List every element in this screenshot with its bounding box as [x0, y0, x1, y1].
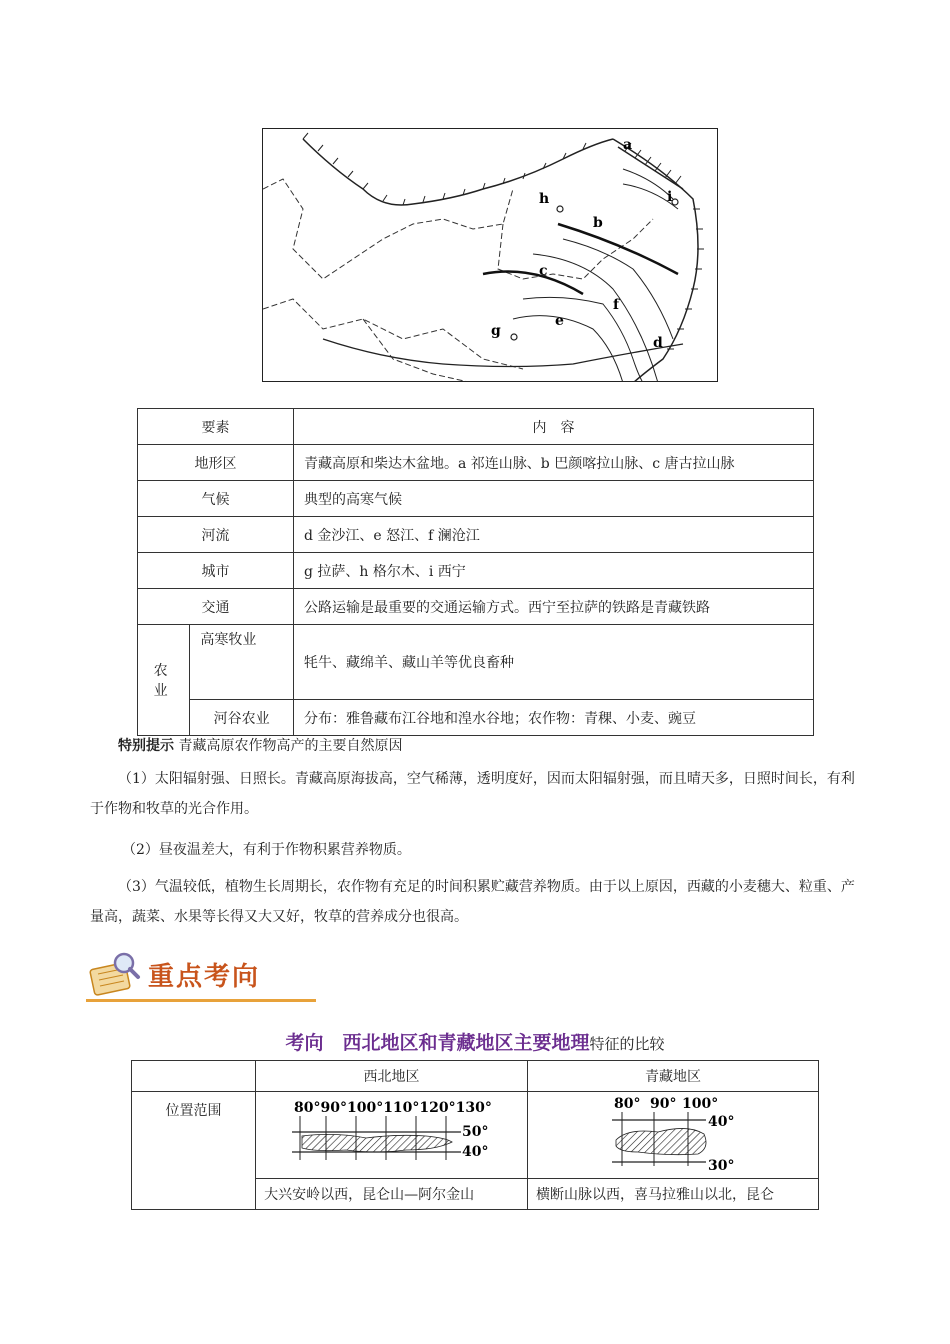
map-label-e: e — [555, 313, 564, 329]
table-cell-value: 牦牛、藏绵羊、藏山羊等优良畜种 — [294, 625, 814, 700]
table-row — [138, 553, 814, 589]
table-cell-key: 地形区 — [138, 445, 294, 481]
qz-lat-30: 30° — [708, 1158, 735, 1174]
section-heading — [0, 1028, 950, 1055]
map-label-b: b — [593, 215, 603, 231]
section-heading-bold: 考向 西北地区和青藏地区主要地理 — [285, 1032, 590, 1054]
tibet-map — [262, 128, 718, 382]
map-label-i: i — [667, 189, 673, 205]
comparison-table — [131, 1060, 819, 1210]
map-label-g: g — [491, 323, 501, 339]
qz-grid-map — [528, 1092, 818, 1174]
tip-heading — [118, 732, 892, 760]
map-label-f: f — [613, 297, 620, 313]
table-cell-value: 典型的高寒气候 — [294, 481, 814, 517]
agriculture-label: 农业 — [138, 625, 190, 736]
table-header-cell — [132, 1061, 256, 1092]
table-cell-value: g 拉萨、h 格尔木、i 西宁 — [294, 553, 814, 589]
table-header-cell: 西北地区 — [256, 1061, 528, 1092]
map-label-d: d — [653, 335, 663, 351]
table-cell-key: 河谷农业 — [190, 700, 294, 736]
table-row — [138, 445, 814, 481]
nw-lat-40: 40° — [462, 1144, 489, 1160]
section-heading-rest: 特征的比较 — [589, 1035, 665, 1053]
nw-grid-map — [256, 1092, 518, 1174]
table-row — [138, 481, 814, 517]
table-cell-value: 青藏高原和柴达木盆地。a 祁连山脉、b 巴颜喀拉山脉、c 唐古拉山脉 — [294, 445, 814, 481]
table-cell-key: 交通 — [138, 589, 294, 625]
qz-lon-80: 80° — [614, 1096, 641, 1112]
table-cell-key: 城市 — [138, 553, 294, 589]
table-row — [138, 700, 814, 736]
table-cell-key: 高寒牧业 — [190, 625, 294, 700]
table-cell-value: 分布：雅鲁藏布江谷地和湟水谷地；农作物：青稞、小麦、豌豆 — [294, 700, 814, 736]
table-header-cell: 青藏地区 — [528, 1061, 819, 1092]
table-header-row — [138, 409, 814, 445]
notebook-magnifier-icon — [88, 950, 144, 998]
qz-location-text: 横断山脉以西，喜马拉雅山以北，昆仑 — [528, 1179, 819, 1210]
table-row — [138, 589, 814, 625]
table-cell-value: 公路运输是最重要的交通运输方式。西宁至拉萨的铁路是青藏铁路 — [294, 589, 814, 625]
table-header-cell: 要素 — [138, 409, 294, 445]
nw-lat-50: 50° — [462, 1124, 489, 1140]
table-row — [138, 625, 814, 700]
tip-label: 特别提示 — [118, 738, 174, 754]
table-row — [138, 517, 814, 553]
map-label-a: a — [623, 137, 633, 153]
region-features-table — [137, 408, 814, 736]
map-drawing — [263, 129, 718, 382]
table-header-row — [132, 1061, 819, 1092]
tip-paragraph-1: （1）太阳辐射强、日照长。青藏高原海拔高，空气稀薄，透明度好，因而太阳辐射强，而且晴天多，日照时间长，有利于作物和牧草的光合作用。 — [90, 771, 855, 817]
table-row — [132, 1092, 819, 1179]
qz-location-map — [528, 1092, 819, 1179]
nw-location-text: 大兴安岭以西，昆仑山—阿尔金山 — [256, 1179, 528, 1210]
nw-lon-labels: 80°90°100°110°120°130° — [294, 1100, 492, 1116]
qz-lon-100: 100° — [682, 1096, 719, 1112]
table-header-cell: 内 容 — [294, 409, 814, 445]
table-cell-value: d 金沙江、e 怒江、f 澜沧江 — [294, 517, 814, 553]
map-label-c: c — [539, 263, 548, 279]
qz-lon-90: 90° — [650, 1096, 677, 1112]
tip-paragraph-2: （2）昼夜温差大，有利于作物积累营养物质。 — [122, 842, 411, 858]
map-label-h: h — [539, 191, 550, 207]
tip-title: 青藏高原农作物高产的主要自然原因 — [178, 738, 403, 754]
table-cell-key: 气候 — [138, 481, 294, 517]
row-label-location: 位置范围 — [132, 1092, 256, 1210]
nw-location-map — [256, 1092, 528, 1179]
qz-lat-40: 40° — [708, 1114, 735, 1130]
tip-paragraph-3: （3）气温较低，植物生长周期长，农作物有充足的时间积累贮藏营养物质。由于以上原因，西藏的小麦穗大、粒重、产量高，蔬菜、水果等长得又大又好，牧草的营养成分也很高。 — [90, 879, 855, 925]
banner-title: 重点考向 — [148, 962, 261, 992]
banner-underline — [86, 999, 316, 1002]
key-points-banner — [86, 950, 316, 1002]
table-cell-key: 河流 — [138, 517, 294, 553]
